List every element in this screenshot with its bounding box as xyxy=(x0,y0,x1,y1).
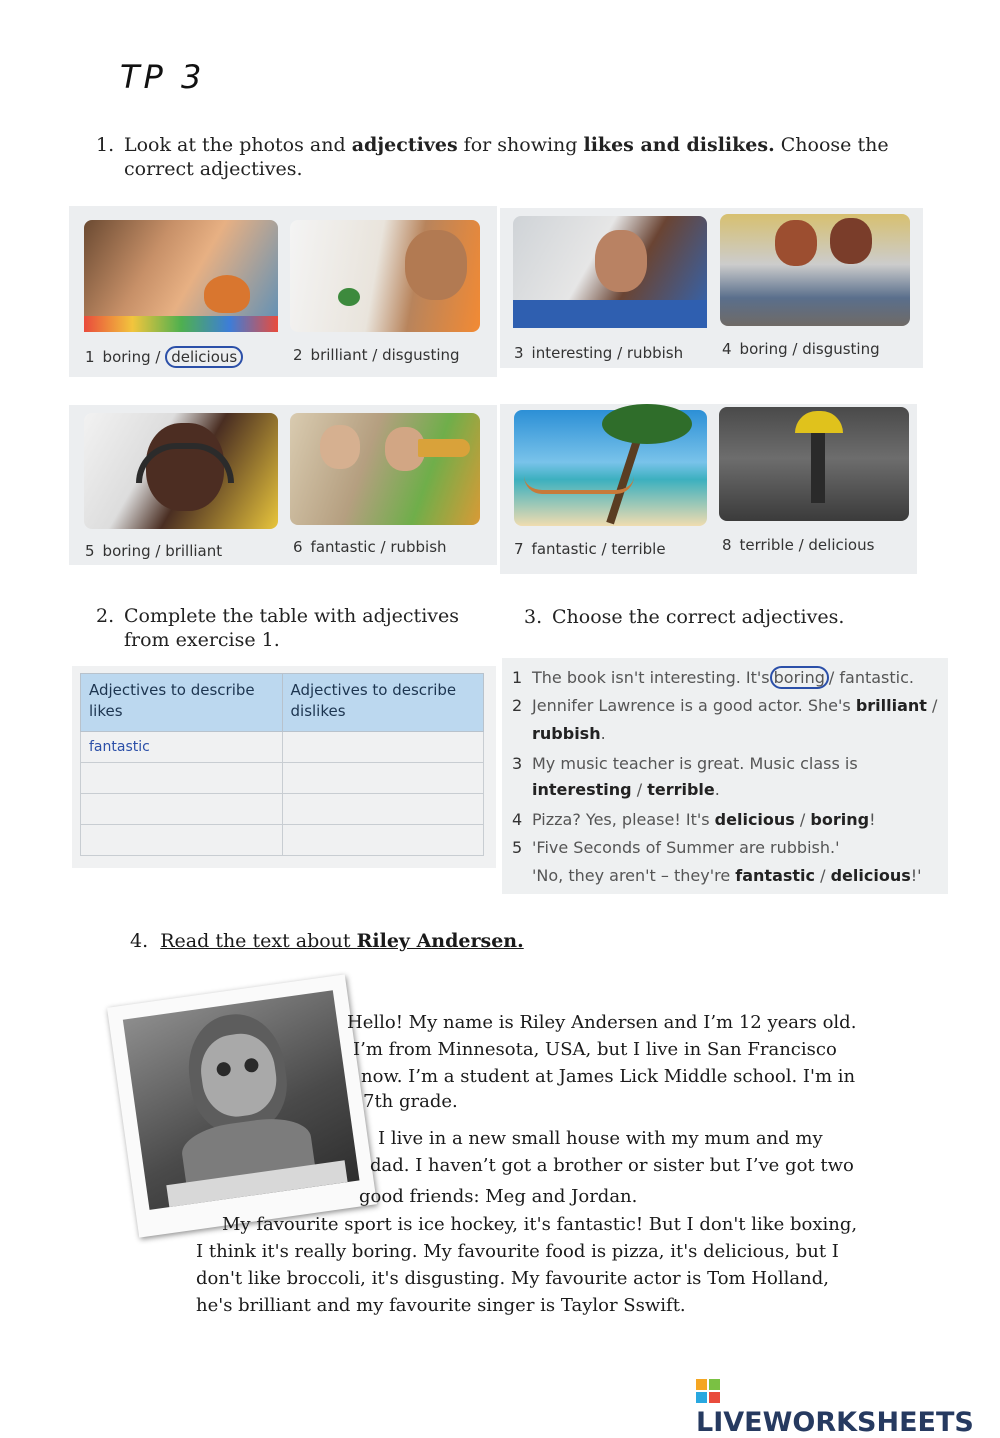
table-row xyxy=(81,825,484,856)
sentence-4: 4 Pizza? Yes, please! It's delicious / boring! xyxy=(512,810,876,829)
paragraph-line: good friends: Meg and Jordan. xyxy=(359,1186,638,1207)
photo-panel xyxy=(500,208,923,368)
caption-8: 8 terrible / delicious xyxy=(722,536,875,554)
photo-panel xyxy=(69,405,497,565)
exercise-2-instructions: 2. Complete the table with adjectives from exercise 1. xyxy=(96,605,459,651)
table-cell[interactable] xyxy=(81,794,283,825)
exercise-number: 1. xyxy=(96,134,115,156)
liveworksheets-logo[interactable]: LIVEWORKSHEETS xyxy=(696,1376,1000,1438)
exercise-1-instructions: 1. Look at the photos and adjectives for showing likes and dislikes. Choose the correct adjectives. xyxy=(96,134,889,180)
photo-panel xyxy=(500,404,917,574)
table-cell[interactable] xyxy=(282,763,484,794)
caption-6: 6 fantastic / rubbish xyxy=(293,538,447,556)
paragraph-line: Hello! My name is Riley Andersen and I’m 12 years old. xyxy=(347,1012,857,1033)
paragraph-line: dad. I haven’t got a brother or sister but I’ve got two xyxy=(370,1155,854,1176)
exercise-3-instructions: 3. Choose the correct adjectives. xyxy=(524,606,845,628)
exercise-4-instructions: 4. Read the text about Riley Andersen. xyxy=(130,930,524,952)
paragraph-line: I think it's really boring. My favourite food is pizza, it's delicious, but I xyxy=(196,1241,839,1262)
paragraph-line: I’m from Minnesota, USA, but I live in San Francisco xyxy=(353,1039,837,1060)
table-row xyxy=(81,794,484,825)
paragraph-line: I live in a new small house with my mum and my xyxy=(378,1128,823,1149)
photo-boy-disgusted xyxy=(290,220,480,332)
photo-panel xyxy=(69,206,497,377)
photo-boy-headphones xyxy=(84,413,278,529)
sentence-5-cont: 'No, they aren't – they're fantastic / delicious!' xyxy=(532,866,922,885)
sentence-3-cont: interesting / terrible. xyxy=(532,780,720,799)
table-cell[interactable] xyxy=(81,825,283,856)
caption-7: 7 fantastic / terrible xyxy=(514,540,666,558)
table-cell[interactable] xyxy=(282,825,484,856)
paragraph-line: My favourite sport is ice hockey, it's fantastic! But I don't like boxing, xyxy=(222,1214,858,1235)
caption-1: 1 boring / delicious xyxy=(85,348,243,366)
page-title: TP 3 xyxy=(120,58,206,96)
caption-4: 4 boring / disgusting xyxy=(722,340,880,358)
photo-girl-reading xyxy=(513,216,707,328)
riley-photo xyxy=(107,974,377,1237)
table-cell[interactable] xyxy=(282,732,484,763)
table-header-dislikes: Adjectives to describe dislikes xyxy=(282,674,484,732)
table-cell[interactable] xyxy=(282,794,484,825)
caption-3: 3 interesting / rubbish xyxy=(514,344,684,362)
logo-icon xyxy=(696,1379,720,1403)
table-row xyxy=(81,732,484,763)
table-row xyxy=(81,763,484,794)
caption-2: 2 brilliant / disgusting xyxy=(293,346,460,364)
paragraph-line: now. I’m a student at James Lick Middle school. I'm in xyxy=(361,1066,856,1087)
sentence-2-cont: rubbish. xyxy=(532,724,606,743)
sentence-3: 3 My music teacher is great. Music class is xyxy=(512,754,858,773)
sentence-5: 5 'Five Seconds of Summer are rubbish.' xyxy=(512,838,840,857)
riley-portrait xyxy=(123,990,360,1210)
table-header-likes: Adjectives to describe likes xyxy=(81,674,283,732)
paragraph-line: 7th grade. xyxy=(363,1091,458,1112)
photo-trumpet xyxy=(290,413,480,525)
table-cell[interactable]: fantastic xyxy=(81,732,283,763)
paragraph-line: don't like broccoli, it's disgusting. My favourite actor is Tom Holland, xyxy=(196,1268,829,1289)
photo-girls-sofa xyxy=(720,214,910,326)
sentence-2: 2 Jennifer Lawrence is a good actor. She's brilliant / xyxy=(512,696,938,715)
adjectives-table xyxy=(80,673,484,856)
sentence-1: 1 The book isn't interesting. It's boring / fantastic. xyxy=(512,668,914,687)
photo-rain xyxy=(719,407,909,521)
paragraph-line: he's brilliant and my favourite singer is Taylor Sswift. xyxy=(196,1295,686,1316)
circled-answer: boring xyxy=(770,666,829,689)
table-cell[interactable] xyxy=(81,763,283,794)
photo-boy-food xyxy=(84,220,278,332)
photo-beach-hammock xyxy=(514,410,707,526)
caption-5: 5 boring / brilliant xyxy=(85,542,223,560)
